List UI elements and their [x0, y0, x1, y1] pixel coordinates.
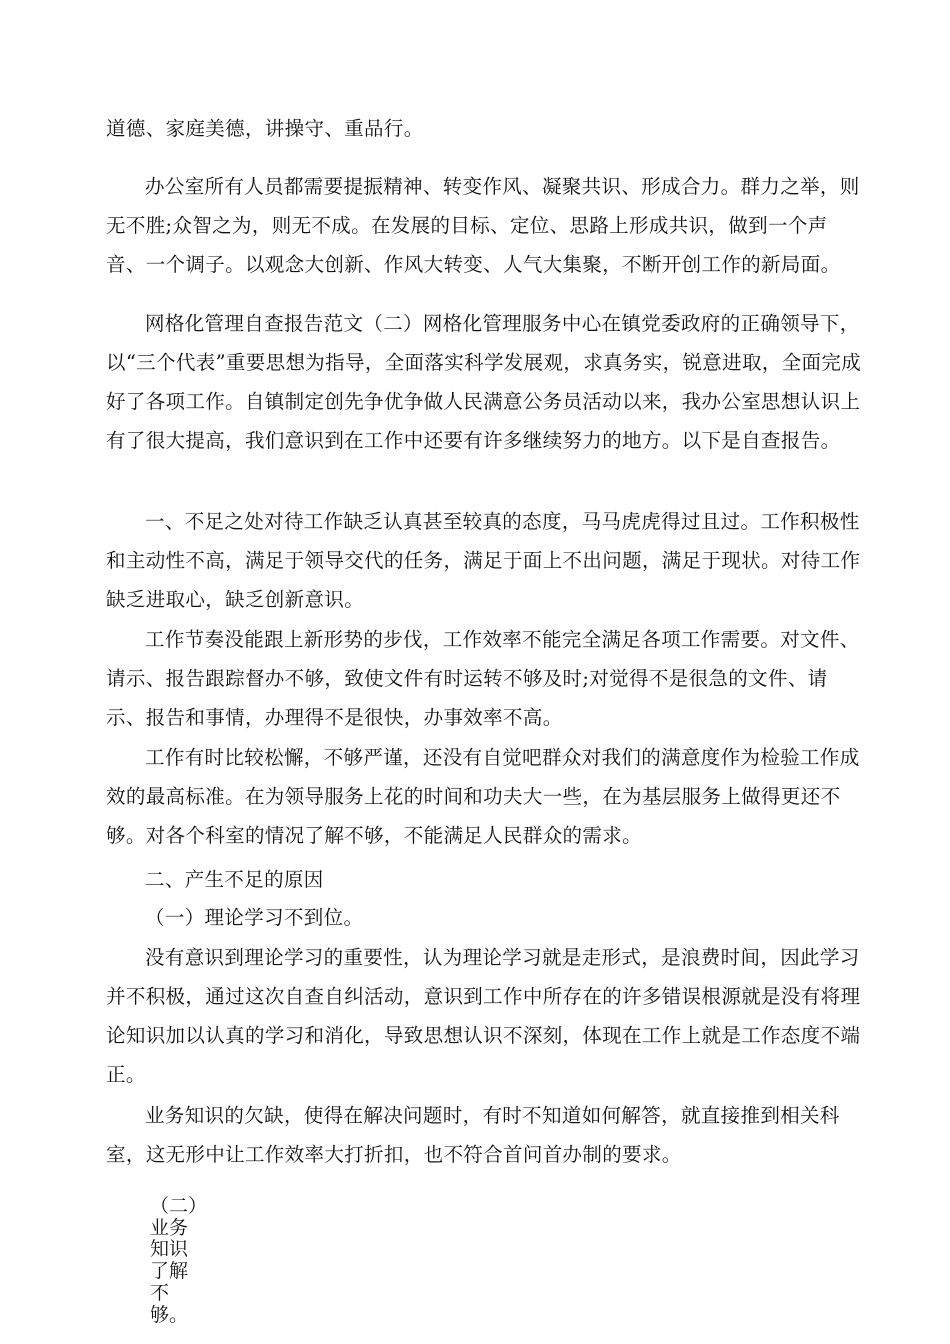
- paragraph-3: 网格化管理自查报告范文（二）网格化管理服务中心在镇党委政府的正确领导下，以“三个代表”重要思想为指导，全面落实科学发展观，求真务实，锐意进取，全面完成好了各项工作。自镇制定创先争优争做人民满意公务员活动以来，我办公室思想认识上有了很大提高，我们意识到在工作中还要有许多继续努力的地方。以下是自查报告。: [106, 312, 862, 452]
- paragraph-4: 一、不足之处对待工作缺乏认真甚至较真的态度，马马虎虎得过且过。工作积极性和主动性不高，满足于领导交代的任务，满足于面上不出问题，满足于现状。对待工作缺乏进取心，缺乏创新意识。: [106, 510, 861, 611]
- paragraph-1: 道德、家庭美德，讲操守、重品行。: [106, 117, 424, 140]
- paragraph-2: 办公室所有人员都需要提振精神、转变作风、凝聚共识、形成合力。群力之举，则无不胜;众智之为，则无不成。在发展的目标、定位、思路上形成共识，做到一个声音、一个调子。以观念大创新、作风大转变、人气大集聚，不断开创工作的新局面。: [106, 175, 860, 276]
- section-heading: 二、产生不足的原因: [145, 868, 324, 891]
- subsection-heading-narrow: （二）业务知识了解不够。: [150, 1195, 208, 1326]
- paragraph-8: 业务知识的欠缺，使得在解决问题时，有时不知道如何解答，就直接推到相关科室，这无形中让工作效率大打折扣，也不符合首问首办制的要求。: [106, 1104, 840, 1166]
- paragraph-5: 工作节奏没能跟上新形势的步伐，工作效率不能完全满足各项工作需要。对文件、请示、报告跟踪督办不够，致使文件有时运转不够及时;对觉得不是很急的文件、请示、报告和事情，办理得不是很快，办事效率不高。: [106, 628, 860, 729]
- paragraph-7: 没有意识到理论学习的重要性，认为理论学习就是走形式，是浪费时间，因此学习并不积极，通过这次自查自纠活动，意识到工作中所存在的许多错误根源就是没有将理论知识加以认真的学习和消化，导致思想认识不深刻，体现在工作上就是工作态度不端正。: [106, 946, 861, 1086]
- paragraph-6: 工作有时比较松懈，不够严谨，还没有自觉吧群众对我们的满意度作为检验工作成效的最高标准。在为领导服务上花的时间和功夫大一些，在为基层服务上做得更还不够。对各个科室的情况了解不够，不能满足人民群众的需求。: [106, 746, 860, 847]
- subsection-heading: （一）理论学习不到位。: [145, 906, 364, 929]
